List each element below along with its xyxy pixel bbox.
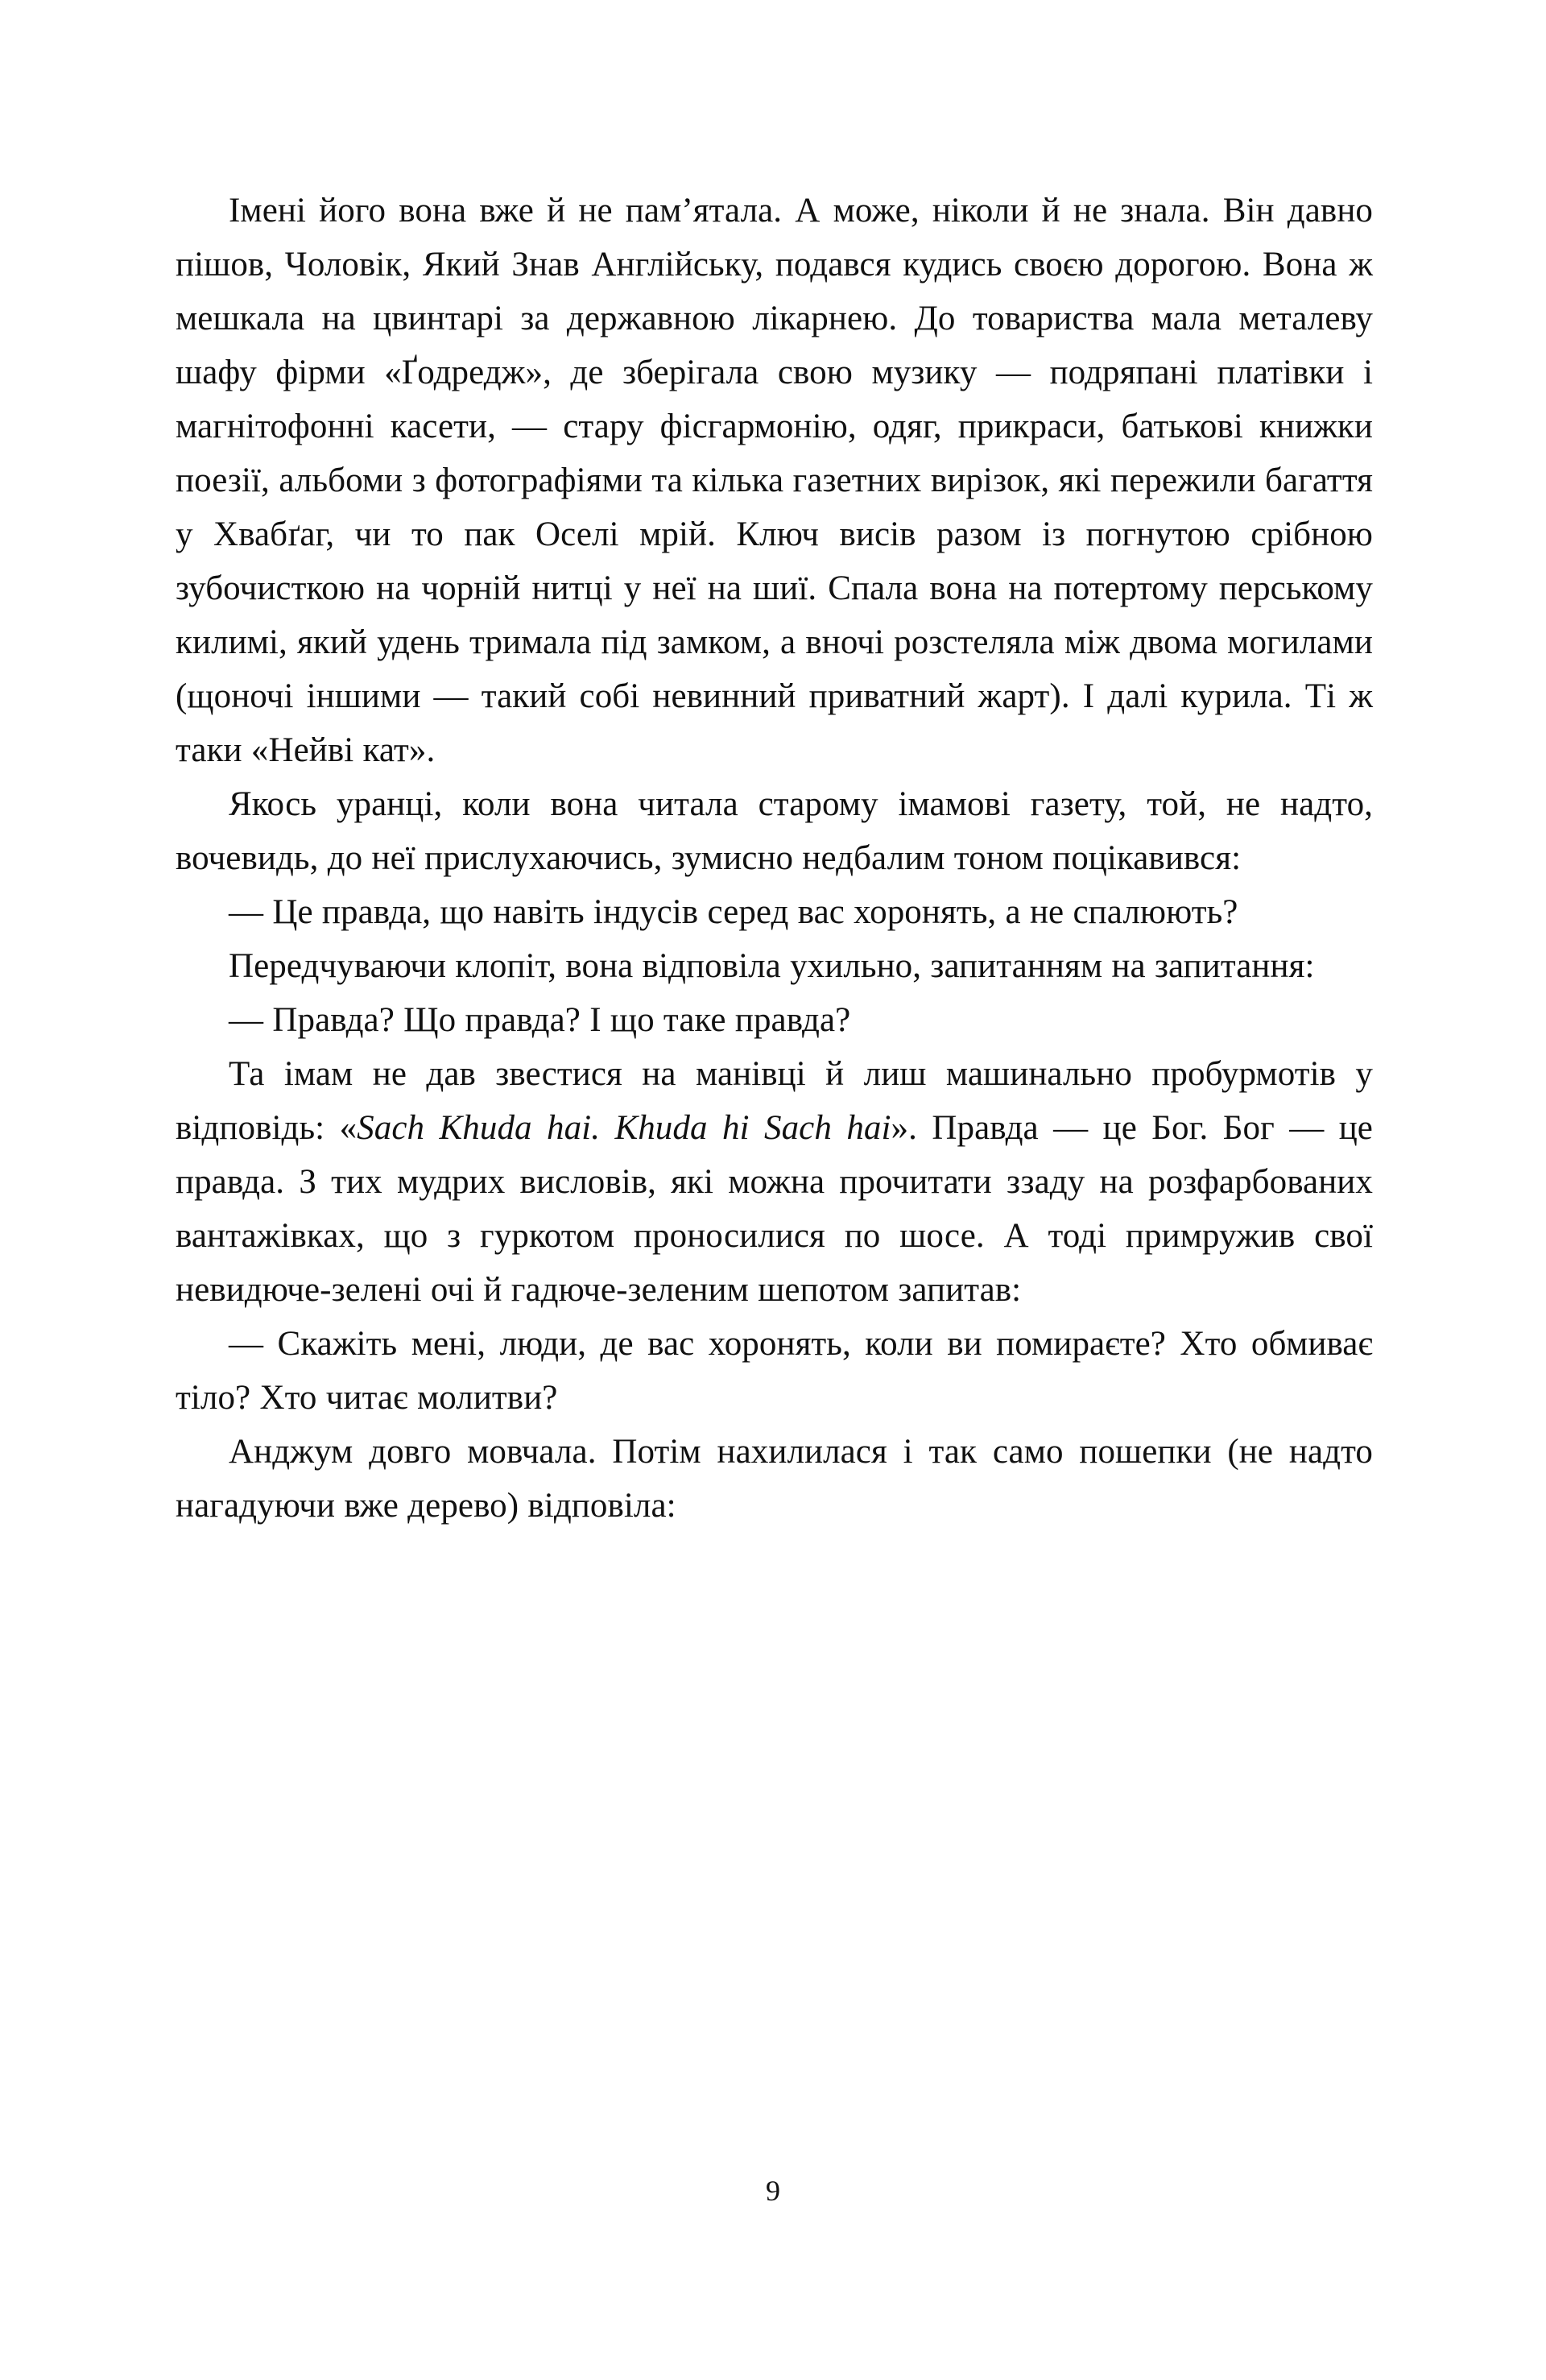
page-number: 9 bbox=[766, 2175, 780, 2207]
paragraph-4: Передчуваючи клопіт, вона відповіла ухильно, запитанням на запитання: bbox=[229, 947, 1315, 985]
paragraph-6-text-after: ». Правда — це Бог. Бог — це правда. З тих мудрих висловів, які можна прочитати ззаду на розфарбованих вантажівках, що з гуркотом проносилися по шосе. А тоді примружив свої невидюче-зелені очі й гадюче-зеленим шепотом запитав: bbox=[176, 1109, 1373, 1309]
paragraph-7-dialogue: — Скажіть мені, люди, де вас хоронять, коли ви помираєте? Хто обмиває тіло? Хто читає молитви? bbox=[176, 1325, 1373, 1417]
paragraph-6-text-before: Та імам не дав звестися на манівці й лиш машинально пробурмотів у відповідь: « bbox=[176, 1055, 1373, 1147]
page-text-block bbox=[176, 184, 1373, 1533]
paragraph-6 bbox=[176, 1047, 1373, 1317]
paragraph-8: Анджум довго мовчала. Потім нахилилася і так само пошепки (не надто нагадуючи вже дерево) відповіла: bbox=[176, 1433, 1373, 1525]
paragraph-1: Імені його вона вже й не пам’ятала. А може, ніколи й не знала. Він давно пішов, Чоловік, Який Знав Англійську, подався кудись своєю дорогою. Вона ж мешкала на цвинтарі за державною лікарнею. До товариства мала металеву шафу фірми «Ґодредж», де зберігала свою музику — подряпані платівки і магнітофонні касети, — стару фісгармонію, одяг, прикраси, батькові книжки поезії, альбоми з фотографіями та кілька газетних вирізок, які пережили багаття у Хвабґаг, чи то пак Оселі мрій. Ключ висів разом із погнутою срібною зубочисткою на чорній нитці у неї на шиї. Спала вона на потертому перському килимі, який удень тримала під замком, а вночі розстеляла між двома могилами (щоночі іншими — такий собі невинний приватний жарт). І далі курила. Ті ж таки «Нейві кат». bbox=[176, 192, 1373, 769]
foreign-quote-urdu: Sach Khuda hai. Khuda hi Sach hai bbox=[357, 1109, 891, 1147]
paragraph-3-dialogue: — Це правда, що навіть індусів серед вас хоронять, а не спалюють? bbox=[229, 893, 1238, 931]
paragraph-5-dialogue: — Правда? Що правда? І що таке правда? bbox=[229, 1001, 851, 1039]
paragraph-2: Якось уранці, коли вона читала старому імамові газету, той, не надто, вочевидь, до неї прислухаючись, зумисно недбалим тоном поцікавився: bbox=[176, 785, 1373, 877]
